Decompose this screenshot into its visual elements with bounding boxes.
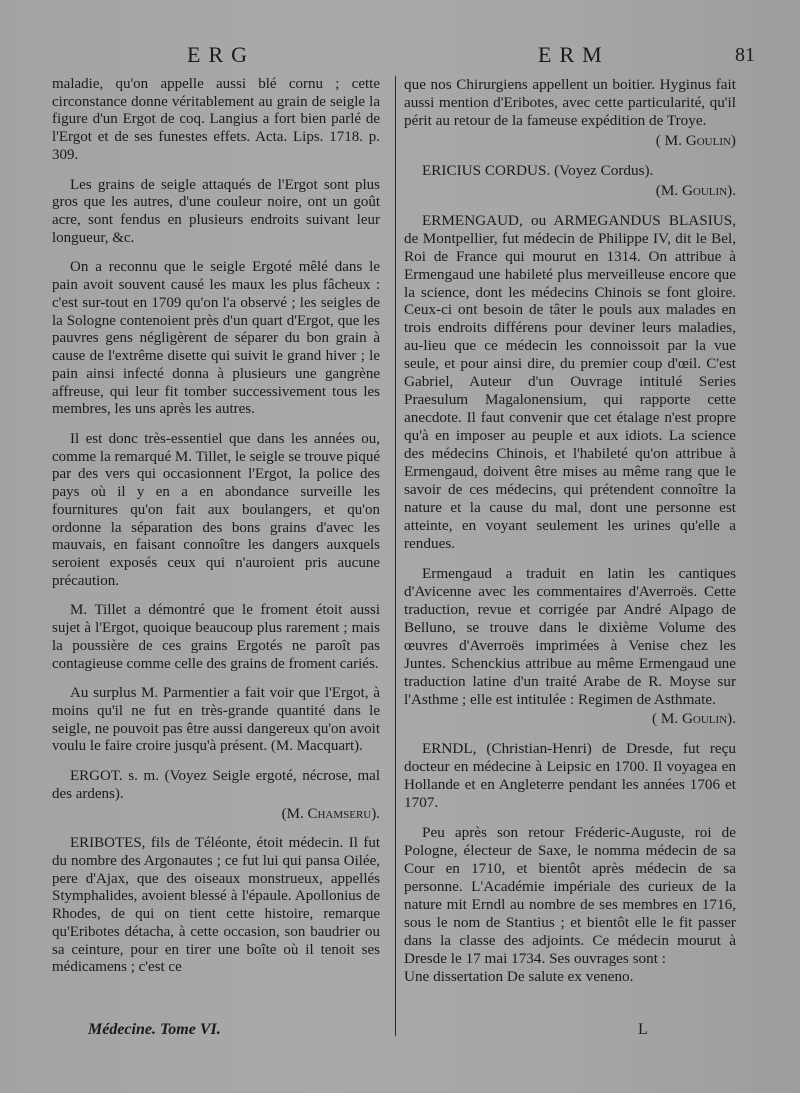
paragraph: On a reconnu que le seigle Ergoté mêlé dans le pain avoit souvent causé les maux les plus fâcheux : c'est sur-tout en 1709 qu'on l'a observé ; les seigles de la Sologne contenoient près d'un quart d'Ergot, que les pauvres gens négligèrent de séparer du bon grain à cause de l'extrême disette qui suivit le grand hiver ; le pain ainsi infecté donna à plusieurs une gangrène affreuse, qui leur fit tomber successivement tous les membres, les uns après les autres.: [52, 259, 380, 418]
entry-ergot: ERGOT. s. m. (Voyez Seigle ergoté, nécrose, mal des ardens).: [52, 768, 380, 802]
paragraph: Ermengaud a traduit en latin les cantiques d'Avicenne avec les commentaires d'Averroës. Cette traduction, revue et corrigée par André Alpago de Belluno, se trouve dans le dixième Volume des œuvres d'Averroës imprimées à Venise chez les Juntes. Schenckius attribue au même Ermengaud une traduction latine d'un traité Arabe de R. Moyse sur l'Asthme ; elle est intitulée : Regimen de Asthmate.: [404, 564, 736, 708]
signature: (M. Chamseru).: [281, 805, 380, 822]
signature-mark: L: [638, 1021, 648, 1038]
entry-eribotes: ERIBOTES, fils de Téléonte, étoit médecin. Il fut du nombre des Argonautes ; ce fut lui qui pansa Oilée, pere d'Ajax, que des oiseaux monstrueux, appellés Stymphalides, avoient blessé à l'épaule. Apollonius de Rhodes, de qui on tient cette histoire, remarque qu'Eribotes détacha, à cette occasion, son baudrier ou sa ceinture, pour en tirer une boîte où il tenoit ses médicamens ; c'est ce: [52, 835, 380, 976]
footer-volume: Médecine. Tome VI.: [88, 1021, 221, 1038]
right-column: [404, 76, 736, 986]
column-divider: [395, 76, 396, 1036]
entry-erndl: ERNDL, (Christian-Henri) de Dresde, fut reçu docteur en médecine à Leipsic en 1700. Il voyagea en Hollande et en Angleterre pendant les années 1706 et 1707.: [404, 740, 736, 812]
paragraph: Il est donc très-essentiel que dans les années ou, comme la remarqué M. Tillet, le seigle se trouve piqué par des vers qui occasionnent l'Ergot, la police des pays où il y en a en abondance surveille les fournitures qu'on fait aux boulangers, et qu'on ordonne la séparation des bons grains d'avec les mauvais, en faisant connoître les dangers auxquels seroient exposés ceux qui n'auroient pris aucune précaution.: [52, 430, 380, 589]
paragraph: Peu après son retour Fréderic-Auguste, roi de Pologne, électeur de Saxe, le nomma médecin de sa Cour en 1710, et bientôt après médecin de sa personne. L'Académie impériale des curieux de la nature mit Erndl au nombre de ses membres en 1716, sous le nom de Stantius ; et bientôt elle le fit passer dans la classe des adjoints. Ce médecin mourut à Dresde le 17 mai 1734. Ses ouvrages sont :: [404, 824, 736, 967]
header-left-guide-word: ERG: [187, 42, 255, 67]
entry-ermengaud: ERMENGAUD, ou ARMEGANDUS BLASIUS, de Montpellier, fut médecin de Philippe IV, dit le Bel, Roi de France qui mourut en 1314. On attribue à Ermengaud une habileté plus merveilleuse encore que la science, dont les médecins Chinois se font gloire. Ceux-ci ont besoin de tâter le pouls aux malades en trois endroits différens pour deviner leurs maladies, au-lieu que ce médecin les connoissoit par la vue seule, et pour ainsi dire, du premier coup d'œil. C'est Gabriel, Auteur d'un Ouvrage intitulé Series Praesulum Magalonensium, qui rapporte cette anecdote. Il faut convenir que cet étalage n'est propre qu'à en imposer au peuple et aux idiots. La science des médecins Chinois, et l'habileté qu'on attribue à Ermengaud, doivent être mises au même rang que le savoir de ces médecins, qui prétendent connoître la nature et la cause du mal, dont une personne est atteinte, en voyant seulement les urines qu'elle a rendues.: [404, 211, 736, 552]
paragraph: Une dissertation De salute ex veneno.: [404, 967, 634, 985]
header-right-guide-word: ERM: [538, 42, 610, 67]
signature: (M. Goulin).: [655, 181, 736, 199]
signature: ( M. Goulin): [655, 131, 736, 149]
paragraph: M. Tillet a démontré que le froment étoit aussi sujet à l'Ergot, quoique beaucoup plus rarement ; mais la poussière de ces grains Ergotés ne paroît pas contagieuse comme celle des grains de froment cariés.: [52, 602, 380, 672]
paragraph: que nos Chirurgiens appellent un boitier. Hyginus fait aussi mention d'Eribotes, avec cette particularité, qu'il périt au retour de la fameuse expédition de Troye.: [404, 76, 736, 129]
entry-ericius-cordus: ERICIUS CORDUS. (Voyez Cordus).: [422, 161, 654, 179]
signature: ( M. Goulin).: [652, 710, 736, 728]
paragraph: maladie, qu'on appelle aussi blé cornu ; cette circonstance donne véritablement au grain de seigle la figure d'un Ergot de coq. Langius a fort bien parlé de l'Ergot et de ses funestes effets. Acta. Lips. 1718. p. 309.: [52, 76, 380, 163]
paragraph: Au surplus M. Parmentier a fait voir que l'Ergot, à moins qu'il ne fut en très-grande quantité dans le seigle, ne pouvoit pas être aussi dangereux qu'on avoit voulu le faire croire jusqu'à présent. (M. Macquart).: [52, 685, 380, 755]
left-column: [52, 76, 380, 989]
page-number: 81: [735, 44, 755, 66]
running-header: [0, 42, 800, 72]
paragraph: Les grains de seigle attaqués de l'Ergot sont plus gros que les autres, d'une couleur noire, ont un goût acre, sont fendus en plusieurs endroits suivant leur longueur, &c.: [52, 176, 380, 246]
